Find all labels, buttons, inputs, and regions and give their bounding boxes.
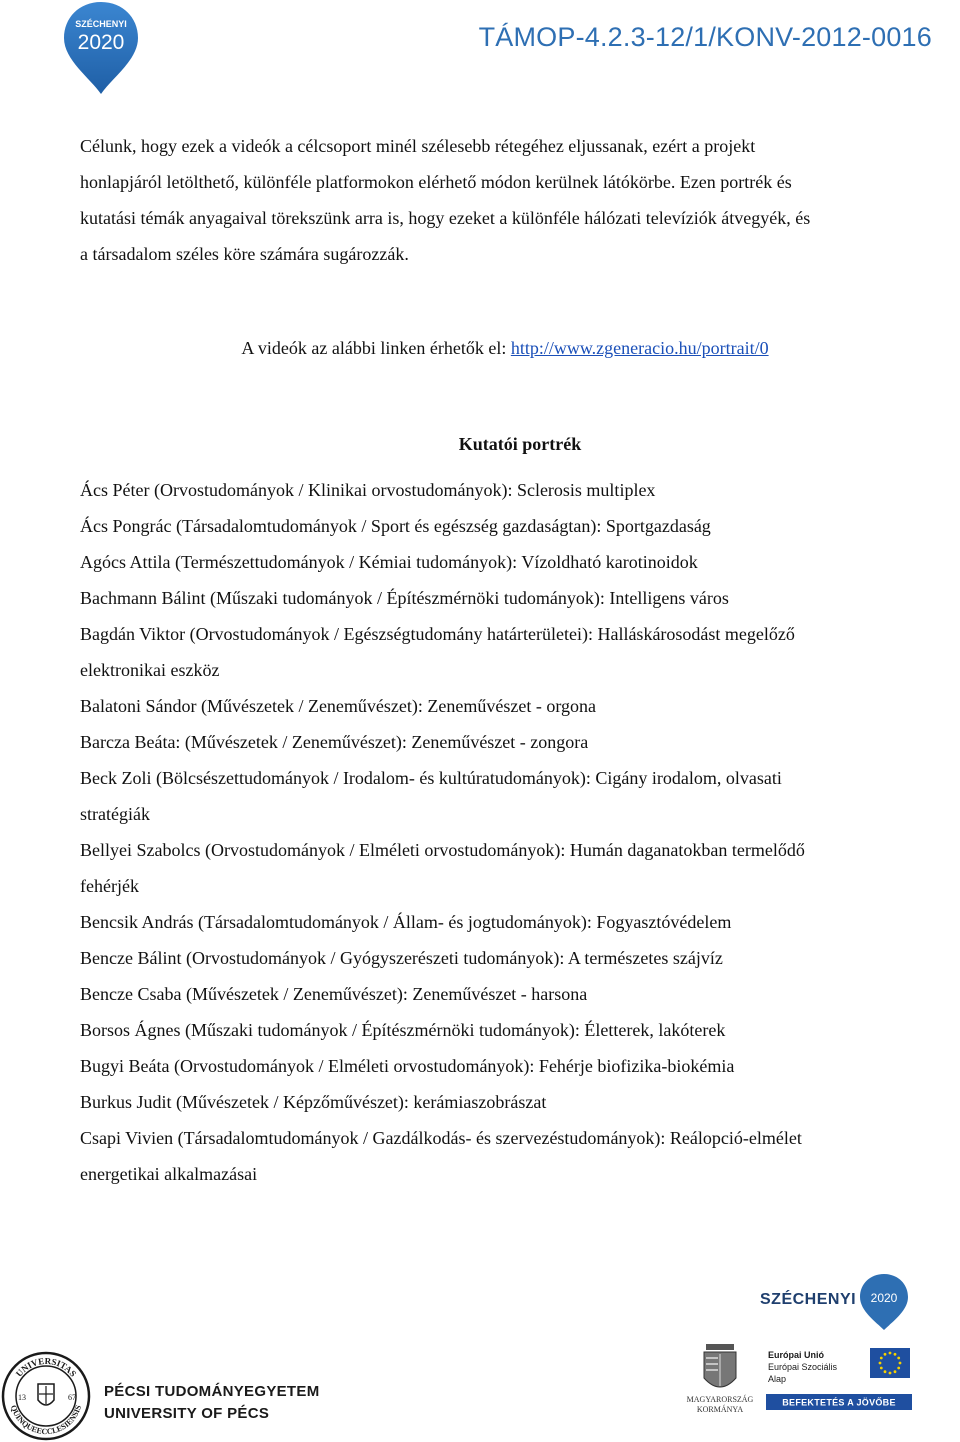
list-item: Bugyi Beáta (Orvostudományok / Elméleti orvostudományok): Fehérje biofizika-biokémia <box>80 1056 735 1076</box>
list-item: Ács Pongrác (Társadalomtudományok / Sport és egészség gazdaságtan): Sportgazdaság <box>80 516 711 536</box>
list-item: Ács Péter (Orvostudományok / Klinikai orvostudományok): Sclerosis multiplex <box>80 480 656 500</box>
list-item: Bencze Bálint (Orvostudományok / Gyógyszerészeti tudományok): A természetes szájvíz <box>80 948 723 968</box>
seal-top-text: UNIVERSITAS <box>13 1355 79 1379</box>
eu-slogan: BEFEKTETÉS A JÖVŐBE <box>782 1397 896 1408</box>
seal-year-left: 13 <box>18 1393 26 1402</box>
list-item: stratégiák <box>80 804 150 824</box>
intro-line: kutatási témák anyagaival törekszünk arra is, hogy ezeket a különféle hálózati televíziók átvegyék, és <box>80 208 811 228</box>
list-item: Beck Zoli (Bölcsészettudományok / Irodalom- és kultúratudományok): Cigány irodalom, olvasati <box>80 768 782 788</box>
list-item: Bencsik András (Társadalomtudományok / Állam- és jogtudományok): Fogyasztóvédelem <box>80 912 732 932</box>
logo-brand-text: SZÉCHENYI <box>75 19 127 29</box>
video-link-label: A videók az alábbi linken érhetők el: <box>241 338 511 358</box>
video-link-line <box>0 334 960 362</box>
list-item: energetikai alkalmazásai <box>80 1164 258 1184</box>
intro-paragraph <box>80 128 900 272</box>
pte-name-hu: PÉCSI TUDOMÁNYEGYETEM <box>104 1383 320 1400</box>
pte-name-en: UNIVERSITY OF PÉCS <box>104 1405 270 1422</box>
section-title: Kutatói portrék <box>458 434 582 454</box>
list-item: Csapi Vivien (Társadalomtudományok / Gazdálkodás- és szervezéstudományok): Reálopció-elmélet <box>80 1128 802 1148</box>
footer-szechenyi-year: 2020 <box>870 1291 898 1305</box>
list-item: Barcza Beáta: (Művészetek / Zeneművészet): Zeneművészet - zongora <box>80 732 589 752</box>
intro-line: honlapjáról letölthető, különféle platformokon elérhető módon kerülnek látókörbe. Ezen portrék és <box>80 172 792 192</box>
video-link[interactable]: http://www.zgeneracio.hu/portrait/0 <box>510 338 769 358</box>
logo-year-text: 2020 <box>77 31 125 54</box>
eu-line1: Európai Unió <box>768 1350 824 1360</box>
pte-logo <box>0 1350 330 1442</box>
intro-line: Célunk, hogy ezek a videók a célcsoport minél szélesebb rétegéhez eljussanak, ezért a projekt <box>80 136 756 156</box>
szechenyi-2020-logo <box>60 0 142 96</box>
list-item: fehérjék <box>80 876 139 896</box>
list-item: Borsos Ágnes (Műszaki tudományok / Építészmérnöki tudományok): Életterek, lakóterek <box>80 1020 726 1040</box>
list-item: Bagdán Viktor (Orvostudományok / Egészségtudomány határterületei): Halláskárosodást megelőző <box>80 624 795 644</box>
list-item: elektronikai eszköz <box>80 660 220 680</box>
list-item: Balatoni Sándor (Művészetek / Zeneművészet): Zeneművészet - orgona <box>80 696 596 716</box>
gov-line2: KORMÁNYA <box>696 1405 744 1414</box>
hungarian-government-logo <box>680 1338 760 1418</box>
eu-line2: Európai Szociális <box>768 1362 838 1372</box>
list-item: Agócs Attila (Természettudományok / Kémiai tudományok): Vízoldható karotinoidok <box>80 552 698 572</box>
gov-line1: MAGYARORSZÁG <box>686 1395 754 1404</box>
list-item: Bachmann Bálint (Műszaki tudományok / Építészmérnöki tudományok): Intelligens város <box>80 588 729 608</box>
footer-szechenyi-text: SZÉCHENYI <box>760 1291 857 1308</box>
list-item: Bellyei Szabolcs (Orvostudományok / Elméleti orvostudományok): Humán daganatokban termelődő <box>80 840 805 860</box>
seal-bottom-text: QUINQUEECCLESIENSIS <box>8 1403 84 1437</box>
list-item: Bencze Csaba (Művészetek / Zeneművészet): Zeneművészet - harsona <box>80 984 588 1004</box>
eu-esf-logo <box>762 1340 917 1420</box>
intro-line: a társadalom széles köre számára sugározzák. <box>80 244 409 264</box>
seal-year-right: 67 <box>68 1393 76 1402</box>
project-code: TÁMOP-4.2.3-12/1/KONV-2012-0016 <box>478 22 932 52</box>
eu-line3: Alap <box>768 1374 787 1384</box>
researcher-list <box>80 472 930 1192</box>
footer-szechenyi-logo <box>760 1270 910 1330</box>
list-item: Burkus Judit (Művészetek / Képzőművészet): kerámiaszobrászat <box>80 1092 547 1112</box>
